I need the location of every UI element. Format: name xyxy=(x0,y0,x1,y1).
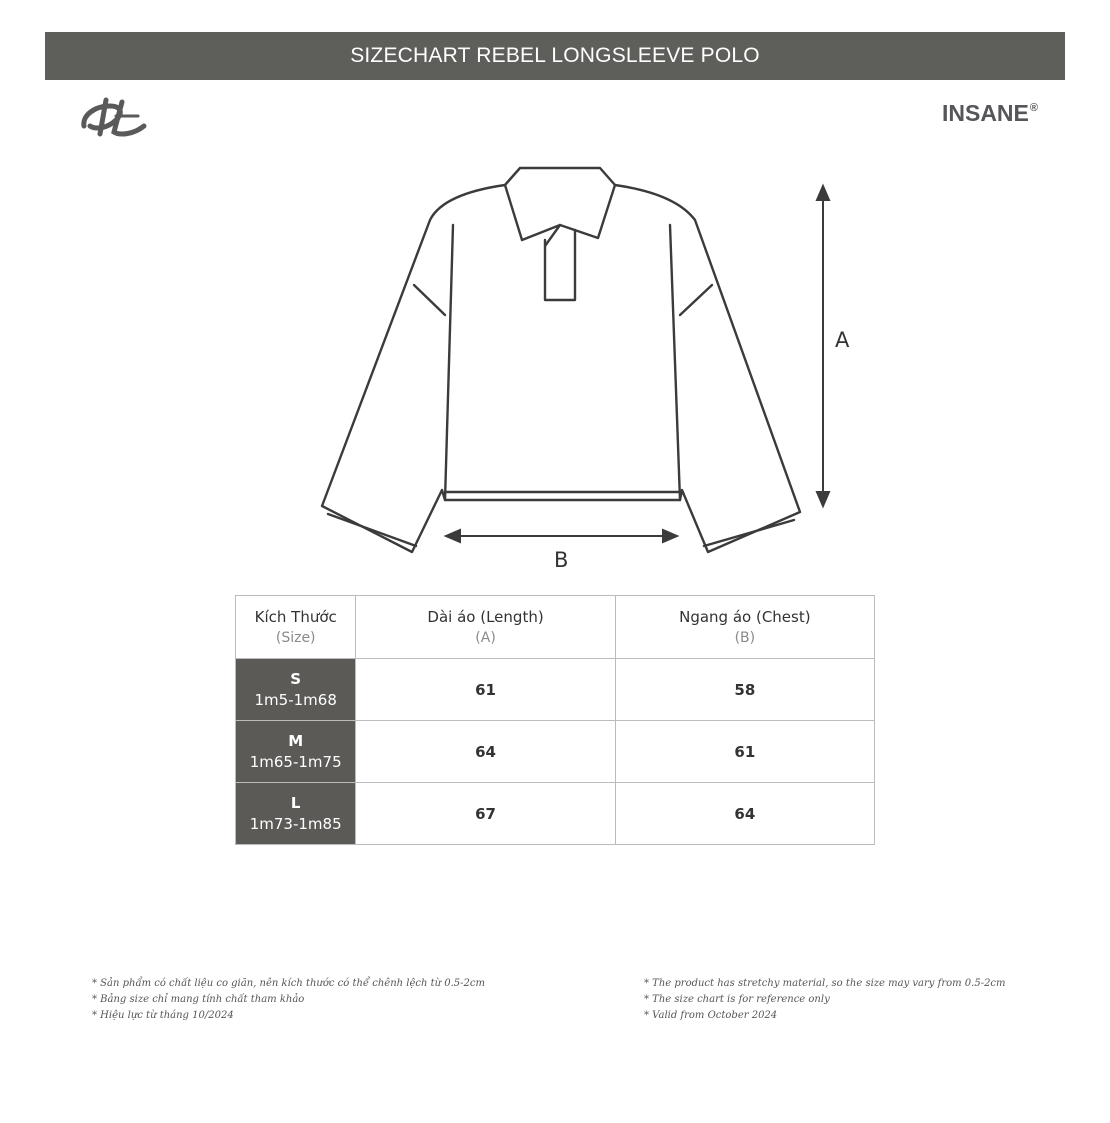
length-value: 64 xyxy=(475,743,496,761)
table-row xyxy=(236,721,875,783)
garment-diagram xyxy=(0,150,1110,580)
brand-monogram-icon xyxy=(76,96,150,140)
brand-name-text: INSANE xyxy=(941,100,1029,126)
polo-sketch xyxy=(0,150,1110,580)
size-cell xyxy=(236,721,356,783)
dimension-a-arrow xyxy=(817,186,829,506)
page-title: SIZECHART REBEL LONGSLEEVE POLO xyxy=(350,44,760,67)
size-cell xyxy=(236,783,356,845)
size-cell xyxy=(236,659,356,721)
size-table xyxy=(235,595,875,845)
header-size xyxy=(236,596,356,659)
length-cell xyxy=(356,783,615,845)
header-size-label: Kích Thước xyxy=(254,608,337,626)
registered-mark: ® xyxy=(1029,102,1038,114)
dimension-b-label: B xyxy=(554,548,569,572)
header-size-sub: (Size) xyxy=(275,630,316,646)
header-length xyxy=(356,596,615,659)
table-row xyxy=(236,783,875,845)
dimension-b-arrow xyxy=(446,530,677,542)
dimension-a-label: A xyxy=(835,328,850,352)
length-cell xyxy=(356,721,615,783)
length-cell xyxy=(356,659,615,721)
chest-cell xyxy=(615,783,874,845)
chest-value: 58 xyxy=(734,681,756,699)
table-row xyxy=(236,659,875,721)
note-line: * Bảng size chỉ mang tính chất tham khảo xyxy=(92,994,305,1005)
length-value: 61 xyxy=(475,681,496,699)
chest-value: 64 xyxy=(734,805,756,823)
chest-cell xyxy=(615,721,874,783)
size-letter: M xyxy=(288,732,304,750)
chest-cell xyxy=(615,659,874,721)
note-line: * Sản phẩm có chất liệu co giãn, nên kích thước có thể chênh lệch từ 0.5-2cm xyxy=(92,978,485,989)
header-length-label: Dài áo (Length) xyxy=(427,608,544,626)
height-range: 1m73-1m85 xyxy=(249,815,342,833)
height-range: 1m5-1m68 xyxy=(254,691,337,709)
header-chest-label: Ngang áo (Chest) xyxy=(679,608,811,626)
height-range: 1m65-1m75 xyxy=(249,753,342,771)
note-line: * Hiệu lực từ tháng 10/2024 xyxy=(92,1010,234,1021)
table-header-row xyxy=(236,596,875,659)
length-value: 67 xyxy=(475,805,496,823)
header-chest-sub: (B) xyxy=(734,630,756,646)
notes-vietnamese xyxy=(92,976,552,1024)
brand-name xyxy=(942,100,1038,127)
size-letter: S xyxy=(290,670,302,688)
header-chest xyxy=(615,596,874,659)
chest-value: 61 xyxy=(734,743,756,761)
size-letter: L xyxy=(290,794,301,812)
title-bar xyxy=(45,32,1065,80)
header-length-sub: (A) xyxy=(475,630,496,646)
notes-english xyxy=(644,976,1074,1024)
note-line: * Valid from October 2024 xyxy=(644,1010,778,1021)
note-line: * The size chart is for reference only xyxy=(644,994,830,1005)
note-line: * The product has stretchy material, so the size may vary from 0.5-2cm xyxy=(644,978,1006,989)
